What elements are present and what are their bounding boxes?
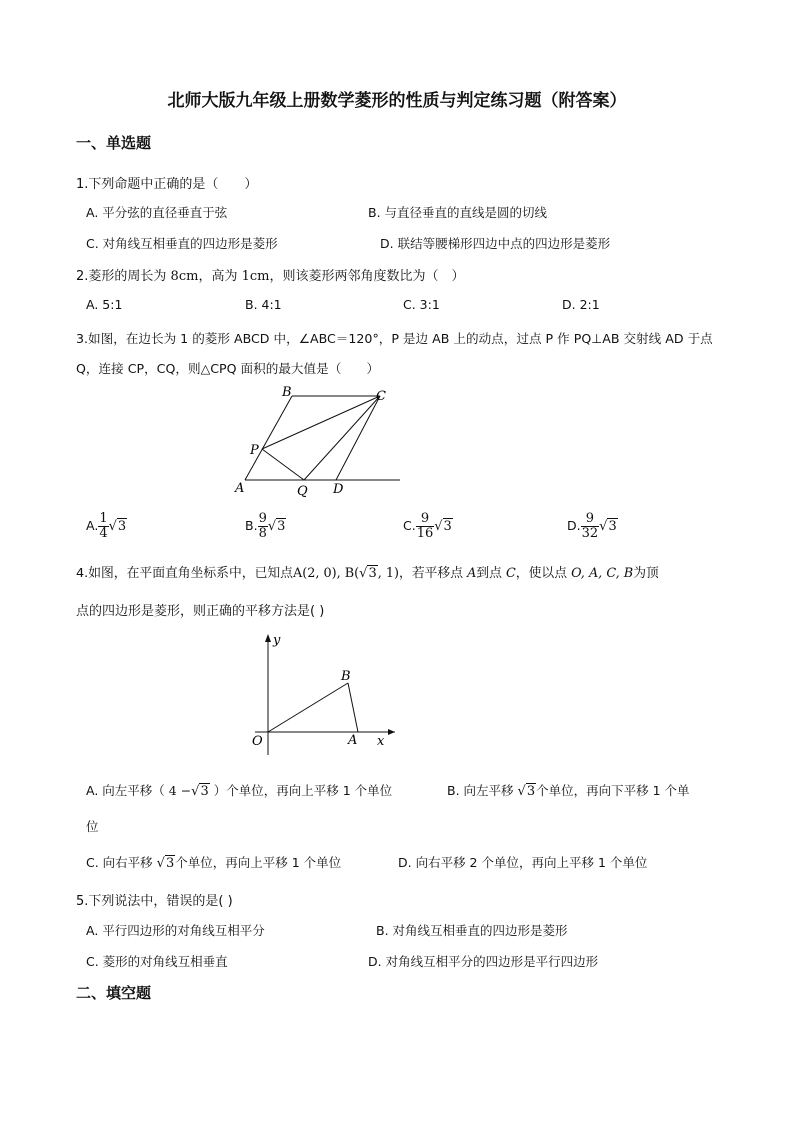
q4-option-a-post: ）个单位，再向上平移 1 个单位 (213, 783, 393, 798)
q4-option-b-wrap: 位 (86, 819, 99, 834)
q3-option-a (86, 512, 127, 541)
q4-sqrt: √3 (359, 566, 377, 581)
section-fill-in: 二、填空题 (76, 984, 152, 1002)
q4-coordinate-figure (235, 630, 405, 758)
q3-option-c-sqrt: √3 (434, 519, 452, 534)
q4-option-c-post: 个单位，再向上平移 1 个单位 (175, 855, 342, 870)
q4-stem-mid2: 到点 (476, 566, 502, 581)
q4-option-b-sqrt: √3 (517, 784, 536, 799)
q3-option-a-sqrt: √3 (108, 519, 127, 534)
q4-option-c-pre: C. 向右平移 (86, 855, 153, 870)
q4-x-axis-arrow (388, 729, 395, 735)
q3-option-a-fraction (98, 512, 108, 541)
q4-label-y: y (273, 633, 281, 648)
q2-height: 1cm (241, 269, 270, 284)
q4-label-o: O (252, 734, 263, 749)
q4-label-a: A (348, 733, 358, 748)
q4-segment-ba (348, 683, 358, 732)
q3-side-ab (245, 396, 292, 480)
q3-option-d-rad: 3 (608, 519, 617, 534)
q3-segment-pq (262, 449, 304, 480)
q1-option-a: A. 平分弦的直径垂直于弦 (86, 205, 228, 220)
q2-option-a: A. 5:1 (86, 297, 123, 312)
q4-option-c (86, 853, 341, 871)
q4-var-c: C (506, 566, 516, 581)
q4-option-a (86, 781, 392, 799)
q2-option-d: D. 2:1 (562, 297, 600, 312)
q3-option-a-rad: 3 (117, 519, 127, 534)
q1-option-c: C. 对角线互相垂直的四边形是菱形 (86, 236, 278, 251)
q4-stem-line1 (76, 562, 659, 581)
q3-option-c-den: 16 (416, 526, 434, 541)
q4-option-a-four: 4 − (168, 783, 192, 798)
q3-option-b-num: 9 (258, 511, 267, 526)
q1-stem: 1.下列命题中正确的是（ ） (76, 177, 258, 192)
q4-option-b-pre: B. 向左平移 (447, 783, 514, 798)
section-single-choice: 一、单选题 (76, 134, 152, 152)
q4-var-a: A (467, 566, 477, 581)
q2-stem-mid: ，高为 (198, 269, 238, 284)
q3-option-b-rad: 3 (277, 519, 286, 534)
q4-stem-mid3: ，使以点 (515, 566, 567, 581)
q5-option-a: A. 平行四边形的对角线互相平分 (86, 923, 265, 938)
q4-option-b (447, 781, 690, 799)
q3-label-c: C (376, 389, 386, 404)
q5-option-d: D. 对角线互相平分的四边形是平行四边形 (368, 954, 599, 969)
q4-option-c-rad: 3 (165, 856, 175, 871)
q5-option-c: C. 菱形的对角线互相垂直 (86, 954, 228, 969)
q3-option-d-fraction (581, 512, 600, 541)
q3-label-d: D (333, 482, 344, 497)
q3-label-q: Q (297, 484, 308, 499)
q3-option-b-den: 8 (258, 526, 267, 541)
q3-option-d-sqrt: √3 (599, 519, 617, 534)
q4-sqrt-rad: 3 (368, 566, 377, 581)
q4-option-b-rad: 3 (526, 784, 536, 799)
q4-label-b: B (341, 669, 351, 684)
page-title: 北师大版九年级上册数学菱形的性质与判定练习题（附答案） (167, 91, 627, 111)
q4-option-b-post: 个单位，再向下平移 1 个单 (536, 783, 690, 798)
q3-option-b-sqrt: √3 (267, 519, 286, 534)
q2-stem-post: ，则该菱形两邻角度数比为（ ） (269, 269, 465, 284)
q2-stem-pre: 2.菱形的周长为 (76, 269, 167, 284)
q3-rhombus-figure (230, 382, 410, 500)
q4-stem-post: 为顶 (633, 566, 659, 581)
q5-option-b: B. 对角线互相垂直的四边形是菱形 (376, 923, 568, 938)
q3-label-b: B (282, 385, 292, 400)
q3-option-c-rad: 3 (443, 519, 452, 534)
q3-option-d-letter: D. (567, 518, 581, 533)
q4-option-d: D. 向右平移 2 个单位，再向上平移 1 个单位 (398, 855, 648, 870)
q4-segment-ob (268, 683, 348, 732)
q4-points-a: A(2, 0), B( (292, 566, 360, 581)
q4-option-a-sqrt: √3 (191, 784, 209, 799)
q3-label-a: A (235, 481, 245, 496)
q3-stem-line2: Q，连接 CP，CQ，则△CPQ 面积的最大值是（ ） (76, 361, 380, 376)
q4-point-b-tail: , 1) (377, 566, 400, 581)
q3-option-a-letter: A. (86, 518, 99, 533)
q4-stem-line2: 点的四边形是菱形，则正确的平移方法是( ) (76, 604, 325, 619)
q3-stem-line1: 3.如图，在边长为 1 的菱形 ABCD 中，∠ABC＝120°，P 是边 AB 上的动点，过点 P 作 PQ⊥AB 交射线 AD 于点 (76, 331, 713, 346)
q2-option-c: C. 3:1 (403, 297, 440, 312)
q3-option-b-fraction (258, 512, 268, 541)
q3-option-a-num: 1 (99, 511, 108, 526)
q3-option-c (403, 512, 453, 541)
q4-option-a-pre: A. 向左平移（ (86, 783, 165, 798)
q3-segment-cq (304, 396, 380, 480)
q3-label-p: P (250, 443, 259, 458)
q4-y-axis-arrow (265, 634, 271, 642)
q4-option-a-rad: 3 (200, 784, 209, 799)
q3-option-a-den: 4 (99, 526, 108, 541)
q2-option-b: B. 4:1 (245, 297, 282, 312)
q3-option-d-num: 9 (581, 512, 600, 527)
q5-stem: 5.下列说法中，错误的是( ) (76, 894, 233, 909)
q3-option-b-letter: B. (245, 518, 258, 533)
q4-stem-mid: ，若平移点 (399, 566, 463, 581)
q4-stem-pre: 4.如图，在平面直角坐标系中，已知点 (76, 566, 293, 581)
q1-option-b: B. 与直径垂直的直线是圆的切线 (368, 205, 548, 220)
q3-option-d-den: 32 (581, 526, 599, 541)
q3-segment-cp (262, 396, 380, 449)
q2-perimeter: 8cm (170, 269, 199, 284)
q4-label-x: x (377, 734, 385, 749)
q3-option-c-letter: C. (403, 518, 416, 533)
q3-option-c-num: 9 (416, 512, 435, 527)
q3-option-b (245, 512, 286, 541)
q1-option-d: D. 联结等腰梯形四边中点的四边形是菱形 (380, 236, 611, 251)
q4-option-c-sqrt: √3 (156, 856, 175, 871)
q2-stem (76, 265, 465, 284)
q4-vertices: O, A, C, B (571, 566, 634, 581)
q3-option-c-fraction (416, 512, 435, 541)
q3-option-d (567, 512, 618, 541)
